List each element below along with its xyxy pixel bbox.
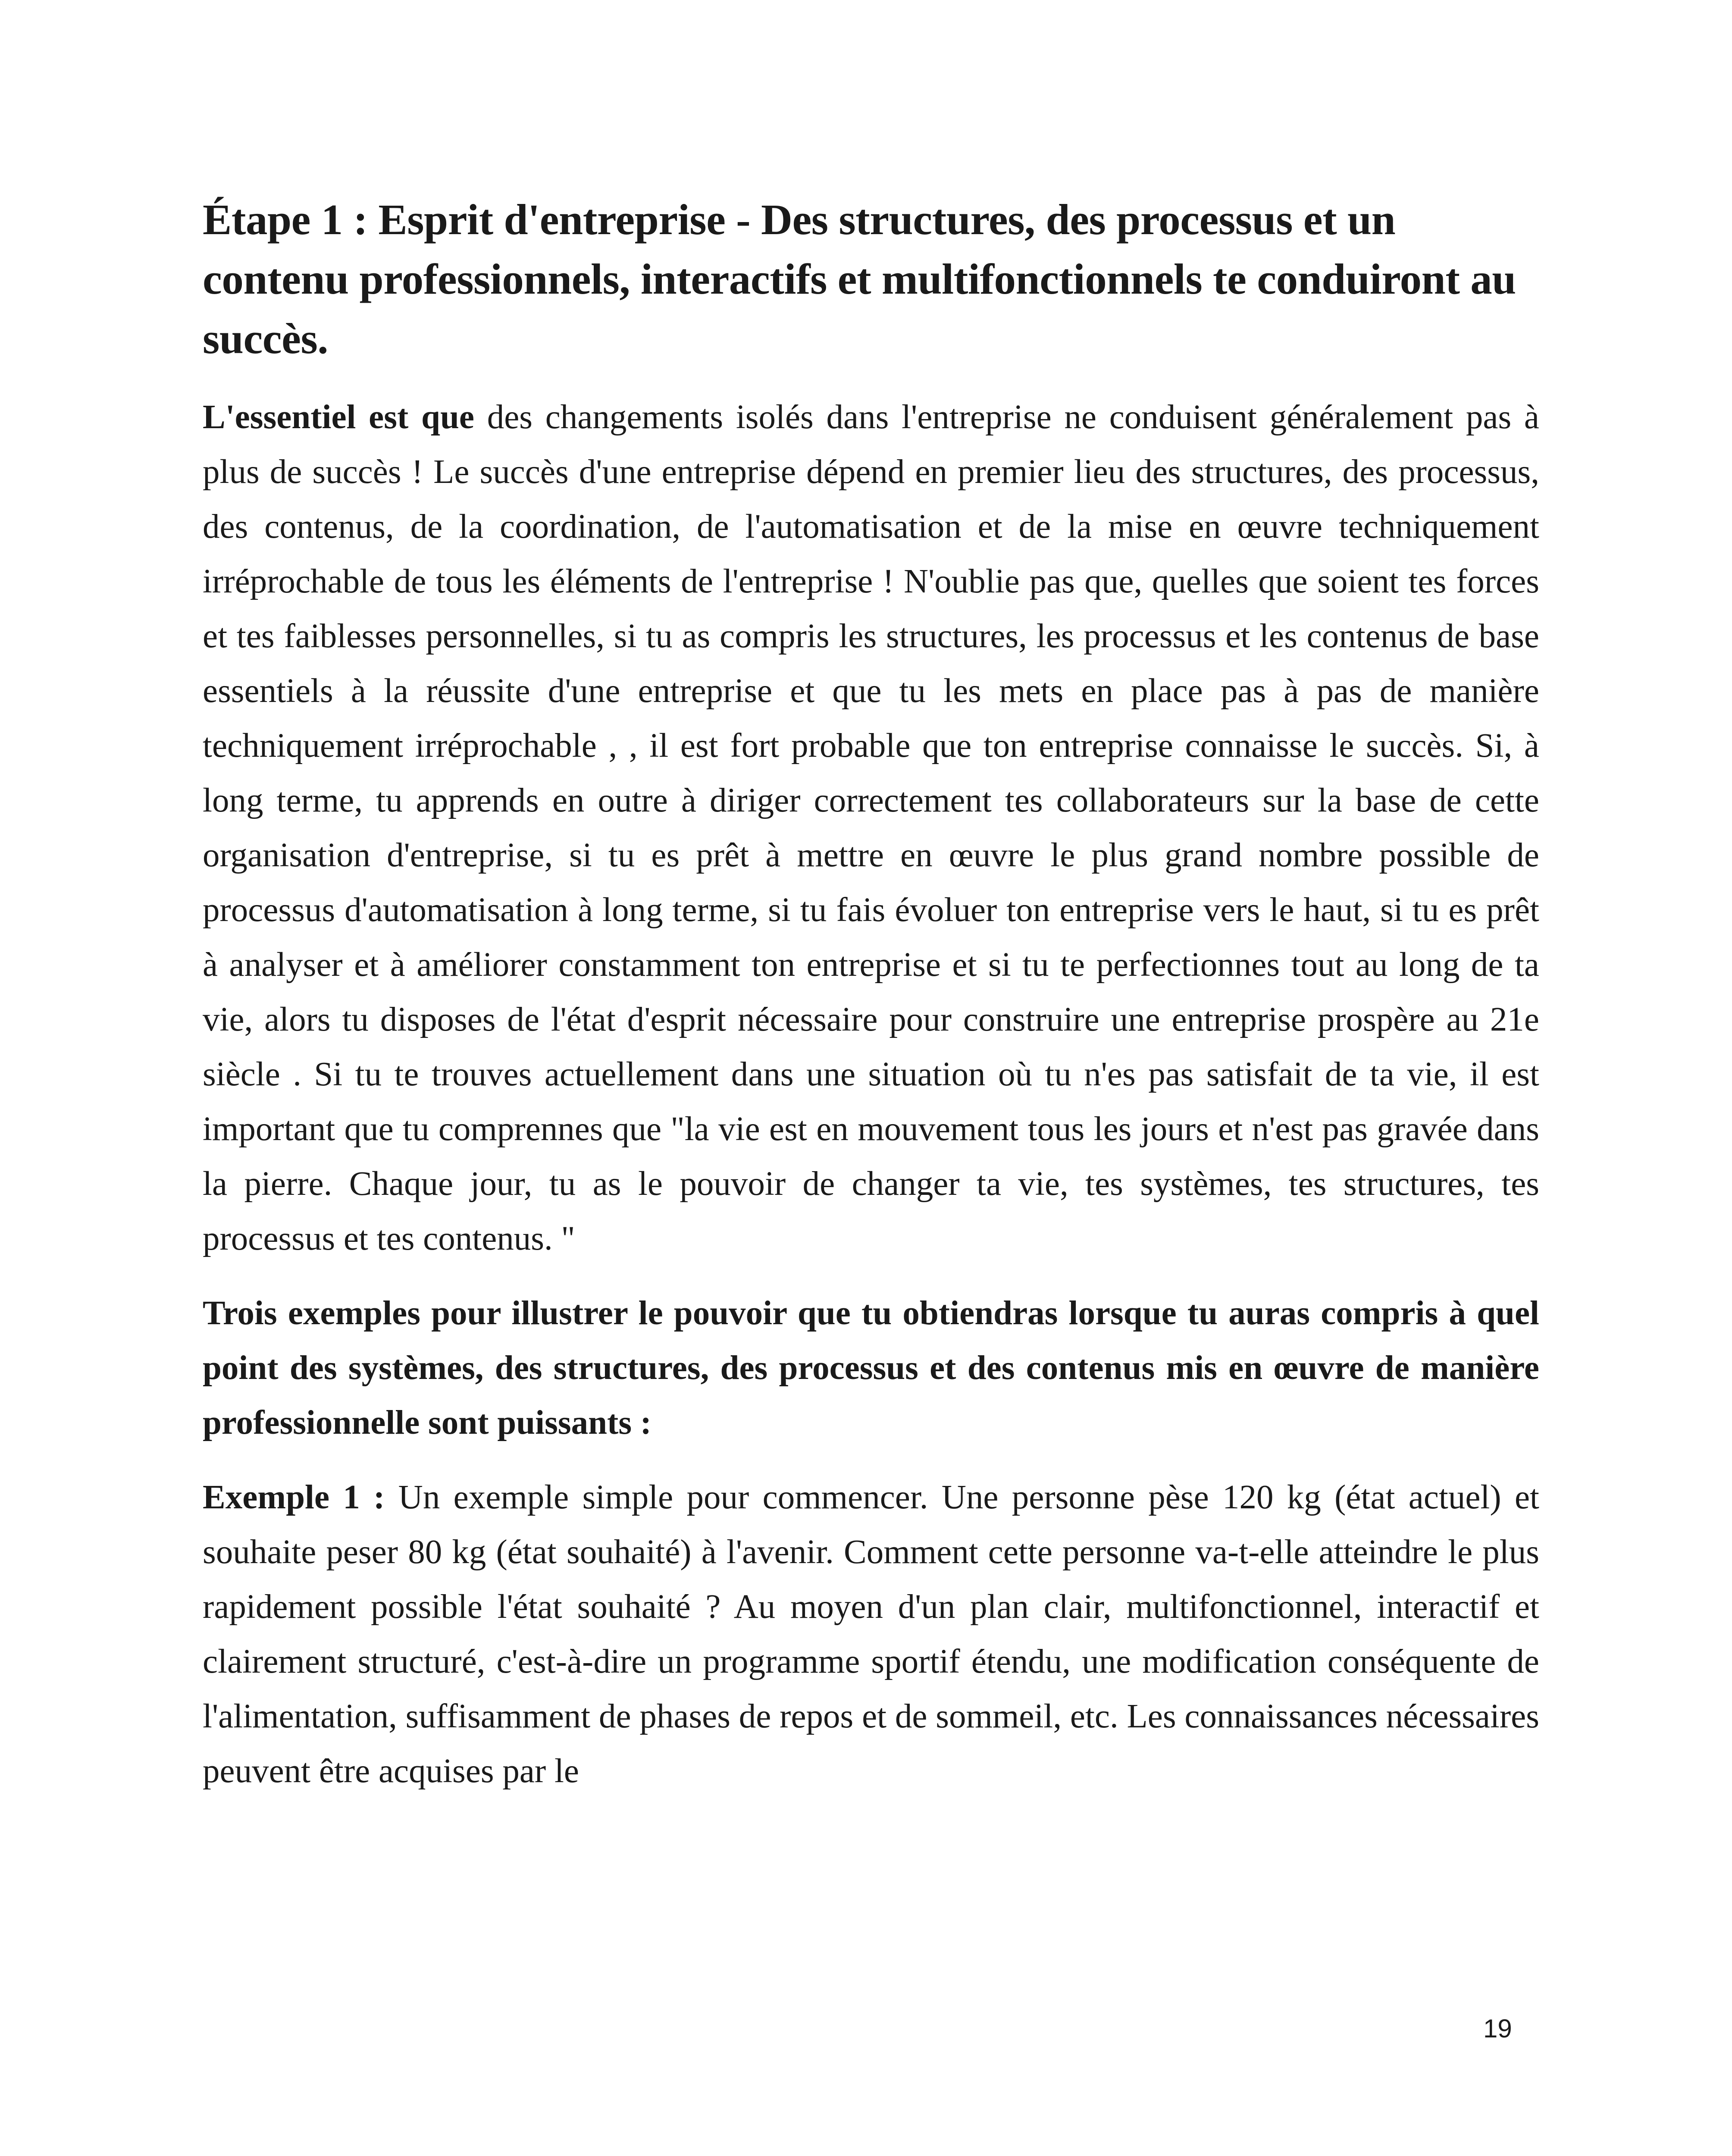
examples-heading: Trois exemples pour illustrer le pouvoir que tu obtiendras lorsque tu auras compris à quel point des systèmes, des structures, des processus et des contenus mis en œuvre de manière professionnelle sont puissants : [203,1294,1539,1442]
intro-paragraph [203,390,1539,1266]
intro-text: des changements isolés dans l'entreprise ne conduisent généralement pas à plus de succès ! Le succès d'une entreprise dépend en premier lieu des structures, des processus, des contenus, de la coordination, de l'automatisation et de la mise en œuvre techniquement irréprochable de tous les éléments de l'entreprise ! N'oublie pas que, quelles que soient tes forces et tes faiblesses personnelles, si tu as compris les structures, les processus et les contenus de base essentiels à la réussite d'une entreprise et que tu les mets en place pas à pas de manière techniquement irréprochable , , il est fort probable que ton entreprise connaisse le succès. Si, à long terme, tu apprends en outre à diriger correctement tes collaborateurs sur la base de cette organisation d'entreprise, si tu es prêt à mettre en œuvre le plus grand nombre possible de processus d'automatisation à long terme, si tu fais évoluer ton entreprise vers le haut, si tu es prêt à analyser et à améliorer constamment ton entreprise et si tu te perfectionnes tout au long de ta vie, alors tu disposes de l'état d'esprit nécessaire pour construire une entreprise prospère au 21e siècle . Si tu te trouves actuellement dans une situation où tu n'es pas satisfait de ta vie, il est important que tu comprennes que "la vie est en mouvement tous les jours et n'est pas gravée dans la pierre. Chaque jour, tu as le pouvoir de changer ta vie, tes systèmes, tes structures, tes processus et tes contenus. " [203,398,1539,1257]
section-heading: Étape 1 : Esprit d'entreprise - Des structures, des processus et un contenu professionnels, interactifs et multifonctionnels te conduiront au succès. [203,195,1516,363]
example-1-lead: Exemple 1 : [203,1479,385,1516]
intro-lead: L'essentiel est que [203,398,474,436]
example-1-paragraph [203,1470,1539,1799]
page-content [203,190,1539,1818]
page-number: 19 [1483,2014,1512,2043]
example-1-text: Un exemple simple pour commencer. Une personne pèse 120 kg (état actuel) et souhaite peser 80 kg (état souhaité) à l'avenir. Comment cette personne va-t-elle atteindre le plus rapidement possible l'état souhaité ? Au moyen d'un plan clair, multifonctionnel, interactif et clairement structuré, c'est-à-dire un programme sportif étendu, une modification conséquente de l'alimentation, suffisamment de phases de repos et de sommeil, etc. Les connaissances nécessaires peuvent être acquises par le [203,1479,1539,1790]
